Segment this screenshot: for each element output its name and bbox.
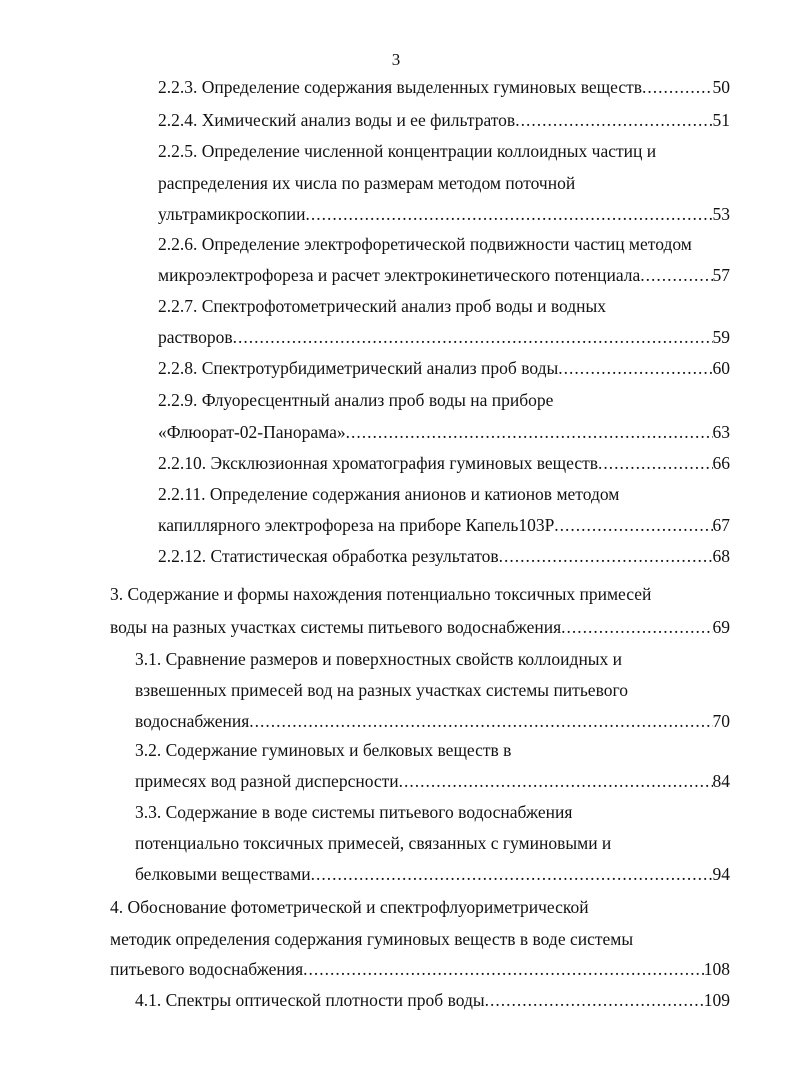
toc-page-number: 66 [712,453,730,473]
toc-line [158,76,730,98]
toc-entry-text: 2.2.12. Статистическая обработка результатов [158,546,499,566]
toc-line [110,896,589,918]
toc-line [158,295,606,317]
toc-line [158,326,730,348]
toc-line [158,545,730,567]
toc-page-number: 70 [712,711,730,731]
toc-line [158,172,575,194]
toc-page-number: 109 [703,990,730,1010]
toc-line [135,739,511,761]
toc-entry-text: 2.2.8. Спектротурбидиметрический анализ проб воды [158,358,559,378]
toc-entry-text: растворов [158,327,233,347]
toc-line [135,770,730,792]
toc-line [110,616,730,638]
toc-entry-text: микроэлектрофореза и расчет электрокинетического потенциала [158,265,641,285]
dot-leader [515,109,712,131]
toc-line [135,832,611,854]
toc-entry-text: 2.2.4. Химический анализ воды и ее фильтратов [158,110,516,130]
toc-entry-text: взвешенных примесей вод на разных участках системы питьевого [135,680,628,700]
toc-page-number: 63 [712,422,730,442]
toc-page-number: 69 [712,617,730,637]
dot-leader [249,710,712,732]
toc-entry-text: 2.2.11. Определение содержания анионов и катионов методом [158,484,620,504]
toc-line [135,989,730,1011]
toc-page-number: 51 [712,110,730,130]
toc-line [158,233,692,255]
page-number: 3 [391,50,401,69]
toc-entry-text: примесях вод разной дисперсности [135,771,399,791]
toc-line [110,583,651,605]
toc-entry-text: воды на разных участках системы питьевого водоснабжения [110,617,562,637]
toc-page-number: 67 [712,515,730,535]
dot-leader [233,326,713,348]
toc-page-number: 57 [712,265,730,285]
toc-entry-text: 4.1. Спектры оптической плотности проб воды [135,990,485,1010]
dot-leader [640,264,712,286]
dot-leader [306,203,713,225]
dot-leader [598,452,712,474]
toc-entry-text: водоснабжения [135,711,250,731]
toc-page-number: 68 [712,546,730,566]
toc-page-number: 84 [712,771,730,791]
toc-line [158,483,619,505]
toc-line [158,421,730,443]
toc-entry-text: распределения их числа по размерам методом поточной [158,173,576,193]
dot-leader [554,514,712,536]
dot-leader [485,989,704,1011]
toc-entry-text: «Флюорат-02-Панорама» [158,422,346,442]
toc-entry-text: методик определения содержания гуминовых веществ в воде системы [110,929,634,949]
toc-page-number: 50 [712,77,730,97]
toc-line [135,648,622,670]
toc-line [110,958,730,980]
toc-entry-text: белковыми веществами [135,864,311,884]
toc-entry-text: 4. Обоснование фотометрической и спектрофлуориметрической [110,897,589,917]
toc-entry-text: потенциально токсичных примесей, связанных с гуминовыми и [135,833,612,853]
toc-line [135,710,730,732]
toc-entry-text: 3.3. Содержание в воде системы питьевого водоснабжения [135,802,573,822]
toc-entry-text: ультрамикроскопии [158,204,306,224]
dot-leader [499,545,713,567]
toc-entry-text: 2.2.9. Флуоресцентный анализ проб воды на приборе [158,390,554,410]
toc-line [158,452,730,474]
dot-leader [346,421,713,443]
toc-line [135,801,572,823]
toc-entry-text: 3.1. Сравнение размеров и поверхностных свойств коллоидных и [135,649,623,669]
toc-line [158,140,656,162]
toc-entry-text: 2.2.7. Спектрофотометрический анализ проб воды и водных [158,296,606,316]
toc-line [135,863,730,885]
dot-leader [311,863,713,885]
toc-line [158,109,730,131]
toc-line [158,389,553,411]
toc-entry-text: 2.2.6. Определение электрофоретической подвижности частиц методом [158,234,692,254]
toc-entry-text: капиллярного электрофореза на приборе Капель103Р [158,515,555,535]
toc-line [158,514,730,536]
toc-entry-text: питьевого водоснабжения [110,959,304,979]
toc-page-number: 53 [712,204,730,224]
toc-line [158,264,730,286]
toc-line [135,679,628,701]
dot-leader [303,958,704,980]
toc-line [110,928,633,950]
toc-entry-text: 3. Содержание и формы нахождения потенциально токсичных примесей [110,584,652,604]
toc-entry-text: 2.2.10. Эксклюзионная хроматография гуминовых веществ [158,453,599,473]
toc-entry-text: 2.2.5. Определение численной концентрации коллоидных частиц и [158,141,657,161]
dot-leader [399,770,713,792]
toc-entry-text: 3.2. Содержание гуминовых и белковых веществ в [135,740,512,760]
dot-leader [642,76,712,98]
toc-entry-text: 2.2.3. Определение содержания выделенных гуминовых веществ [158,77,643,97]
toc-page-number: 60 [712,358,730,378]
toc-page-number: 94 [712,864,730,884]
toc-line [158,357,730,379]
toc-line [158,203,730,225]
toc-page-number: 59 [712,327,730,347]
dot-leader [561,616,712,638]
toc-page-number: 108 [703,959,730,979]
dot-leader [558,357,712,379]
